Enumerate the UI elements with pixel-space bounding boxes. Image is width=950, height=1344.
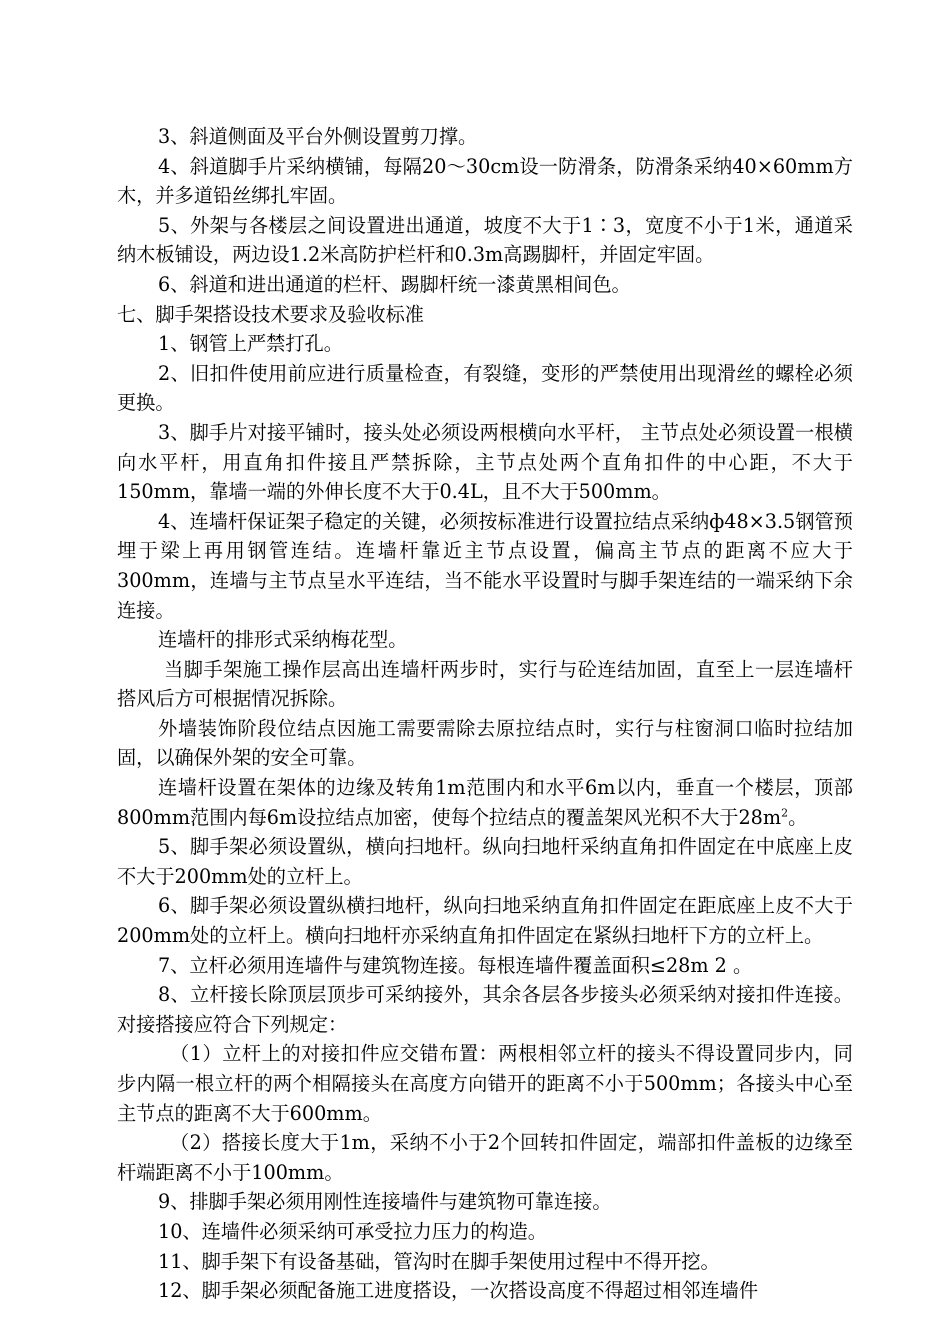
paragraph: 外墙装饰阶段位结点因施工需要需除去原拉结点时，实行与柱窗洞口临时拉结加固，以确保外架的安全可靠。 (117, 716, 853, 770)
paragraph: 3、斜道侧面及平台外侧设置剪刀撑。 (158, 125, 478, 148)
paragraph: 7、立杆必须用连墙件与建筑物连接。每根连墙件覆盖面积≤28m 2 。 (158, 953, 753, 977)
superscript: 2 (781, 806, 789, 820)
paragraph: 4、斜道脚手片采纳横铺，每隔20～30cm设一防滑条，防滑条采纳40×60mm方木，并多道铅丝绑扎牢固。 (117, 154, 853, 208)
paragraph-text-end: 。 (788, 805, 808, 829)
paragraph: 1、钢管上严禁打孔。 (158, 332, 343, 356)
section-heading: 七、脚手架搭设技术要求及验收标准 (117, 302, 424, 326)
paragraph-text: 连墙杆设置在架体的边缘及转角1m范围内和水平6m以内，垂直一个楼层，顶部800mm范围内每6m设拉结点加密，使每个拉结点的覆盖架风光积不大于28m (117, 776, 853, 829)
paragraph: 9、排脚手架必须用刚性连接墙件与建筑物可靠连接。 (158, 1190, 612, 1214)
paragraph: 3、脚手片对接平铺时，接头处必须设两根横向水平杆， 主节点处必须设置一根横向水平杆，用直角扣件接且严禁拆除，主节点处两个直角扣件的中心距，不大于150mm，靠墙一端的外伸长度不大于0.4L，且不大于500mm。 (117, 420, 853, 504)
paragraph (117, 773, 853, 832)
paragraph: 4、连墙杆保证架子稳定的关键，必须按标准进行设置拉结点采纳ф48×3.5钢管预埋于梁上再用钢管连结。连墙杆靠近主节点设置，偏高主节点的距离不应大于300mm，连墙与主节点呈水平连结，当不能水平设置时与脚手架连结的一端采纳下余连接。 (117, 509, 853, 622)
paragraph: （1）立杆上的对接扣件应交错布置：两根相邻立杆的接头不得设置同步内，同步内隔一根立杆的两个相隔接头在高度方向错开的距离不小于500mm；各接头中心至主节点的距离不大于600mm。 (117, 1042, 853, 1125)
paragraph: 6、脚手架必须设置纵横扫地杆，纵向扫地采纳直角扣件固定在距底座上皮不大于200mm处的立杆上。横向扫地杆亦采纳直角扣件固定在紧纵扫地杆下方的立杆上。 (117, 894, 853, 948)
paragraph: 8、立杆接长除顶层顶步可采纳接外，其余各层各步接头必须采纳对接扣件连接。对接搭接应符合下列规定： (117, 983, 853, 1036)
paragraph: 10、连墙件必须采纳可承受拉力压力的构造。 (158, 1219, 547, 1243)
paragraph: 连墙杆的排形式采纳梅花型。 (158, 628, 408, 652)
paragraph: 12、脚手架必须配备施工进度搭设，一次搭设高度不得超过相邻连墙件 (158, 1279, 759, 1303)
paragraph: 当脚手架施工操作层高出连墙杆两步时，实行与砼连结加固，直至上一层连墙杆搭风后方可根据情况拆除。 (117, 657, 853, 711)
paragraph: 5、外架与各楼层之间设置进出通道，坡度不大于1∶3，宽度不小于1米，通道采纳木板铺设，两边设1.2米高防护栏杆和0.3m高踢脚杆，并固定牢固。 (117, 213, 853, 267)
paragraph: 11、脚手架下有设备基础，管沟时在脚手架使用过程中不得开挖。 (158, 1249, 720, 1273)
paragraph: 5、脚手架必须设置纵，横向扫地杆。纵向扫地杆采纳直角扣件固定在中底座上皮不大于200mm处的立杆上。 (117, 835, 853, 888)
paragraph: 6、斜道和进出通道的栏杆、踢脚杆统一漆黄黑相间色。 (158, 272, 631, 296)
document-body (117, 122, 853, 1306)
paragraph: （2）搭接长度大于1m，采纳不小于2个回转扣件固定，端部扣件盖板的边缘至杆端距离不小于100mm。 (117, 1131, 853, 1184)
paragraph: 2、旧扣件使用前应进行质量检查，有裂缝，变形的严禁使用出现滑丝的螺栓必须更换。 (117, 361, 853, 415)
